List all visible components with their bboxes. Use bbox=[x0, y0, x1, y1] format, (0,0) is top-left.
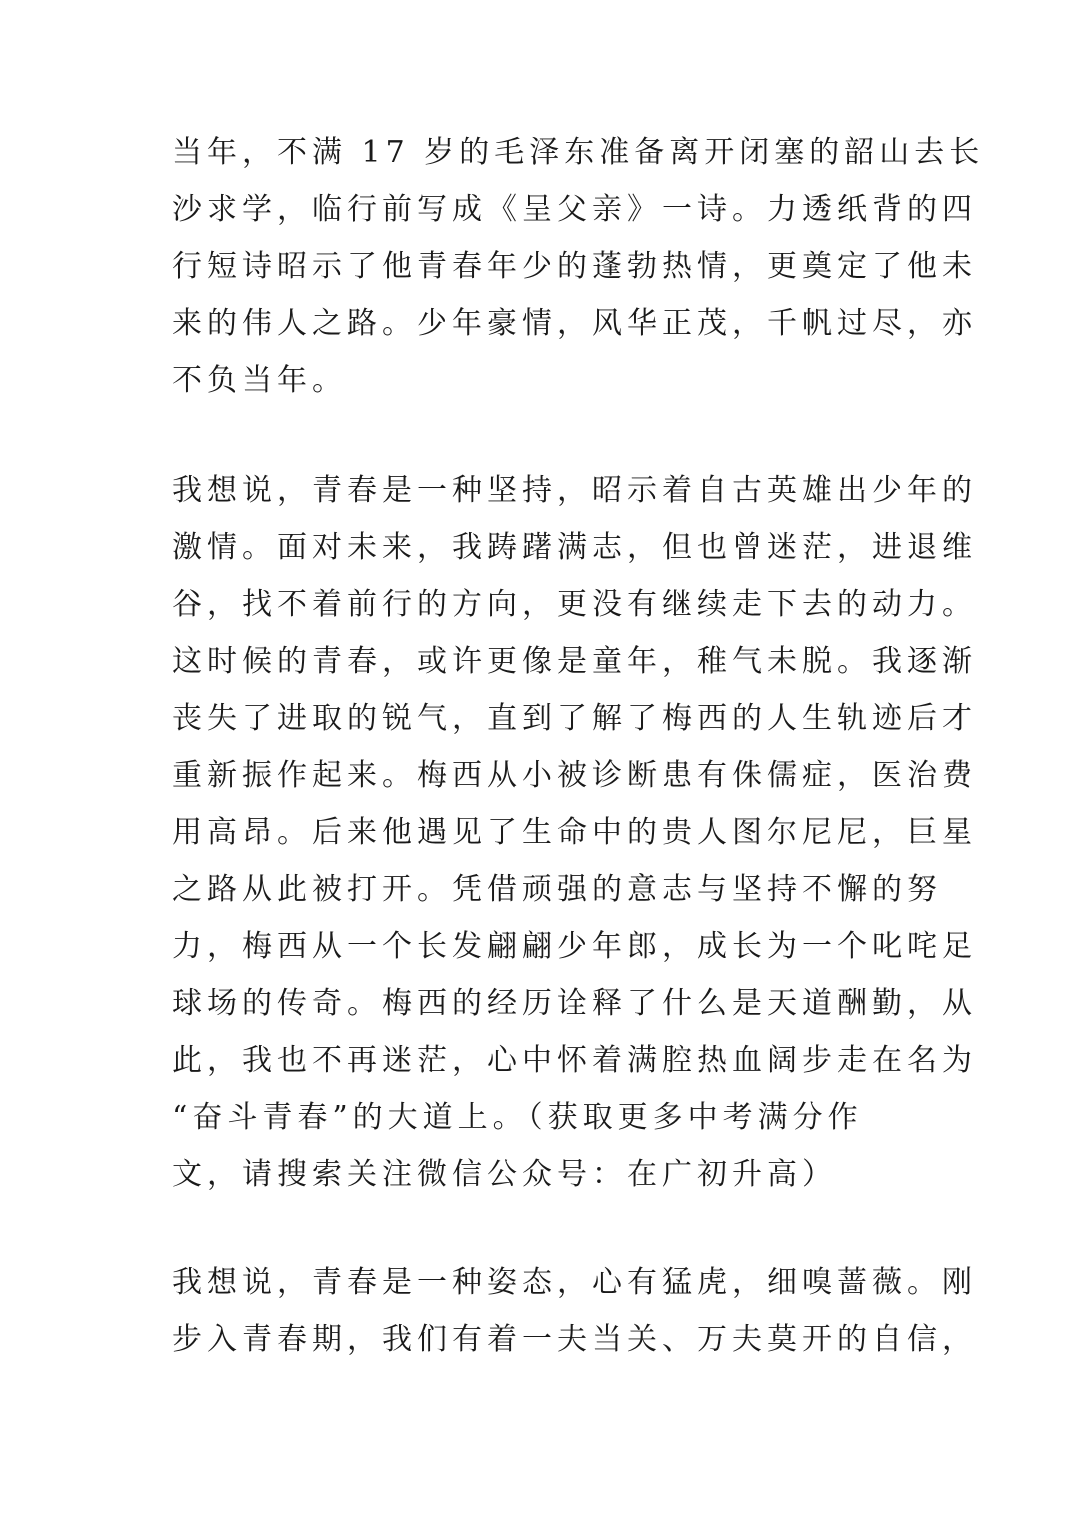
text-line: 之路从此被打开。凭借顽强的意志与坚持不懈的努 bbox=[172, 872, 942, 907]
text-line: 此，我也不再迷茫，心中怀着满腔热血阔步走在名为 bbox=[172, 1043, 977, 1078]
text-line: 文，请搜索关注微信公众号：在广初升高） bbox=[172, 1157, 837, 1192]
text-line: 步入青春期，我们有着一夫当关、万夫莫开的自信， bbox=[172, 1322, 977, 1357]
text-line: 谷，找不着前行的方向，更没有继续走下去的动力。 bbox=[172, 587, 977, 622]
text-line: 沙求学，临行前写成《呈父亲》一诗。力透纸背的四 bbox=[172, 192, 977, 227]
text-line: 重新振作起来。梅西从小被诊断患有侏儒症，医治费 bbox=[172, 758, 977, 793]
text-line: 球场的传奇。梅西的经历诠释了什么是天道酬勤，从 bbox=[172, 986, 977, 1021]
text-line: “奋斗青春”的大道上。（获取更多中考满分作 bbox=[172, 1100, 863, 1135]
text-line: 不负当年。 bbox=[172, 363, 347, 398]
text-line: 我想说，青春是一种坚持，昭示着自古英雄出少年的 bbox=[172, 473, 977, 508]
text-line: 激情。面对未来，我踌躇满志，但也曾迷茫，进退维 bbox=[172, 530, 977, 565]
paragraph-attitude bbox=[172, 1254, 977, 1368]
text-line: 我想说，青春是一种姿态，心有猛虎，细嗅蔷薇。刚 bbox=[172, 1265, 977, 1300]
text-line: 行短诗昭示了他青春年少的蓬勃热情，更奠定了他未 bbox=[172, 249, 977, 284]
paragraph-persistence-messi bbox=[172, 462, 977, 1203]
paragraph-mao-zedong bbox=[172, 124, 985, 409]
text-line: 当年，不满 17 岁的毛泽东准备离开闭塞的韶山去长 bbox=[172, 135, 985, 170]
text-line: 用高昂。后来他遇见了生命中的贵人图尔尼尼，巨星 bbox=[172, 815, 977, 850]
text-line: 这时候的青春，或许更像是童年，稚气未脱。我逐渐 bbox=[172, 644, 977, 679]
text-line: 力，梅西从一个长发翩翩少年郎，成长为一个叱咤足 bbox=[172, 929, 977, 964]
text-line: 丧失了进取的锐气，直到了解了梅西的人生轨迹后才 bbox=[172, 701, 977, 736]
text-line: 来的伟人之路。少年豪情，风华正茂，千帆过尽，亦 bbox=[172, 306, 977, 341]
